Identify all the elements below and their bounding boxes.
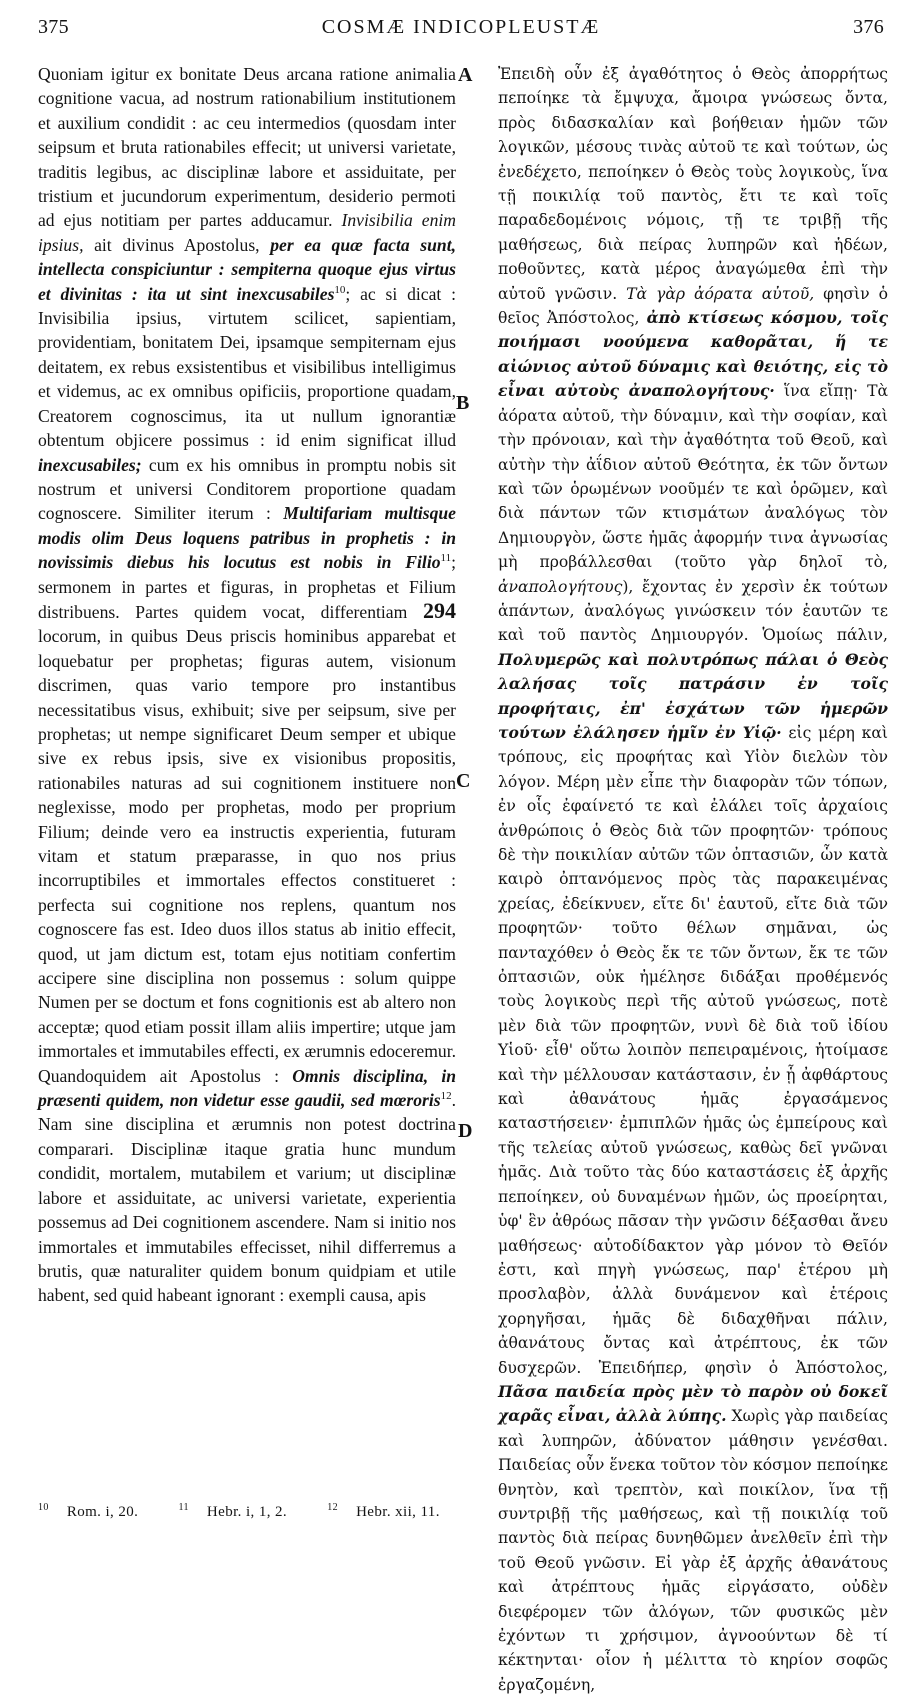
greek-text: ἵνα εἴπῃ· Τὰ ἀόρατα αὐτοῦ, τὴν δύναμιν, καὶ τὴν σοφίαν, καὶ τὴν πρόνοιαν, καὶ τὴν ἀγαθότητα τοῦ Θεοῦ, καὶ αὐτὴν τὴν ἀΐδιον αὐτοῦ Θεότητα, ἐκ τῶν ὄντων καὶ τῶν ὁρωμένων νοοῦμέν τε καὶ ὁρῶμεν, καὶ διὰ πάντων τῶν κτισμάτων ἀναλόγως τὸν Δημιουργὸν, ὥστε ἡμᾶς ἀφορμήν τινα ἀγνωσίας μὴ προβάλλεσθαι (τοῦτο γὰρ δηλοῖ τὸ, [498, 382, 888, 572]
page-number-left: 375 [38, 16, 69, 38]
greek-text: Χωρὶς γὰρ παιδείας καὶ λυπηρῶν, ἀδύνατον μάθησιν γενέσθαι. Παιδείας οὖν ἕνεκα τοῦτον τὸν κόσμον πεποίηκε θνητὸν, καὶ τρεπτὸν, καὶ ποικίλον, ἵνα τῇ συντριβῇ τῆς μαθήσεως, καὶ τῇ ποικιλίᾳ τοῦ παντὸς διὰ πείρας δυνηθῶμεν ἀνελθεῖν ἐπὶ τὴν τοῦ Θεοῦ γνῶσιν. Εἰ γὰρ ἐξ ἀρχῆς ἀθανάτους καὶ ἀτρέπτους ἡμᾶς εἰργάσατο, οὐδὲν διεφέρομεν τῶν ἀλόγων, τῶν φυσικῶς μὲν ἐχόντων τι χρήσιμον, ἀγνοούντων δὲ τί κέκτηνται· οἷον ἡ μέλιττα τὸ κηρίον σοφῶς ἐργαζομένη, [498, 1407, 889, 1694]
greek-text: φησὶν ὁ θεῖος Ἀπόστολος, [498, 284, 888, 328]
footnote [178, 1504, 305, 1520]
footnote-number: 11 [178, 1502, 189, 1513]
latin-column [38, 62, 456, 1462]
footnote-ref: 12 [440, 1090, 452, 1103]
footnote-number: 12 [327, 1502, 339, 1513]
latin-italic-quote: Omnis disciplina, in præsenti quidem, non videtur esse gaudii, sed mœroris [38, 1065, 456, 1111]
footnote [327, 1504, 458, 1520]
greek-column [498, 62, 889, 1694]
greek-italic-quote: ἀπὸ κτίσεως κόσμου, τοῖς ποιήμασι νοούμενα καθορᾶται, ἥ τε αἰώνιος αὐτοῦ δύναμις καὶ θειότης, εἰς τὸ εἶναι αὐτοὺς ἀναπολογήτους· [498, 308, 888, 401]
footnote [38, 1504, 156, 1520]
running-title: COSMÆ INDICOPLEUSTÆ [321, 16, 601, 38]
margin-letter-d: D [458, 1120, 473, 1142]
footnote-text: Hebr. i, 1, 2. [206, 1504, 288, 1520]
greek-italic-quote: Πᾶσα παιδεία πρὸς μὲν τὸ παρὸν οὐ δοκεῖ χαρᾶς εἶναι, ἀλλὰ λύπης. [498, 1381, 888, 1426]
margin-letter-b: B [456, 392, 470, 414]
latin-text: ait divinus Apostolus, [94, 234, 260, 255]
latin-italic-quote: Multifariam multisque modis olim Deus loquens patribus in prophetis : in novissimis diebus his locutus est nobis in Filio [38, 503, 456, 573]
latin-text: locorum, in quibus Deus priscis hominibus apparebat et loquebatur per prophetas; figuras autem, visionum discrimen, quas vario tempore pro instantibus necessitatibus visus, exhibuit; sive per seipsum, sive per prophetas; ut nempe significaret Deum semper et ubique sive ex rebus ipsis, sive ex visionibus propositis, rationabiles naturas ad sui cognitionem instituere non neglexisse, modo per prophetas, modo per proprium Filium; deinde vero ea instructis experientia, futuram vitam et statum præparasse, in quo nos prius incorruptibiles et immortales effectos constitueret : perfecta sui cognitione nos replens, quantum nos cognoscere fas est. Ideo duos illos status ab initio effecit, quod, ut jam dictum est, totam ejus notitiam confertim accipere sine disciplina non possemus : solum quippe Numen per se doctum et fons cognitionis est ab altero non acceptæ; quod etiam possit illam aliis impertire; utque jam immortales et immutabiles effecti, ex ærumnis edoceremur. Quandoquidem ait Apostolus : [38, 626, 456, 1086]
footnote-number: 10 [38, 1502, 49, 1513]
greek-italic-quote: Πολυμερῶς καὶ πολυτρόπως πάλαι ὁ Θεὸς λαλήσας τοῖς πατράσιν ἐν τοῖς προφήταις, ἐπ' ἐσχάτων τῶν ἡμερῶν τούτων ἐλάλησεν ἡμῖν ἐν Υἱῷ· [498, 649, 888, 742]
page-header [38, 12, 884, 44]
footnotes [38, 1504, 884, 1521]
margin-letter-c: C [456, 770, 471, 792]
footnote-text: Rom. i, 20. [66, 1504, 139, 1520]
greek-italic-quote: ἀναπολογήτους [498, 577, 623, 596]
greek-text: Ἐπειδὴ οὖν ἐξ ἀγαθότητος ὁ Θεὸς ἀπορρήτως πεποίηκε τὰ ἔμψυχα, ἄμοιρα γνώσεως ὄντα, πρὸς διδασκαλίαν καὶ βοήθειαν ἡμῶν τῶν λογικῶν, μέσους τινὰς αὐτοῦ τε καὶ τούτων, ὡς ἐνεδέχετο, πεποίηκεν ὁ Θεὸς τοὺς λογικοὺς, ἵνα τῇ ποικιλίᾳ τοῦ παντὸς, ἔτι τε καὶ τοῖς παραδεδομένοις νόμοις, τῇ τε τριβῇ τῆς μαθήσεως, διὰ πείρας λυπηρῶν καὶ ἡδέων, ποθοῦντες, κατὰ μέρος ἀναγώμεθα ἐπὶ τὴν αὐτοῦ γνῶσιν. [498, 65, 888, 303]
column-number: 294 [423, 597, 456, 623]
latin-text: ; sermonem in partes et figuras, in prophetas et Filium distribuens. Partes quidem vocat, differentiam [38, 552, 456, 622]
greek-text: εἰς μέρη καὶ τρόπους, εἰς προφήτας καὶ Υἱὸν διελὼν τὸν λόγον. Μέρη μὲν εἶπε τὴν διαφορὰν τῶν τόπων, ἐν οἷς ἐφαίνετό τε καὶ ἐλάλει τοῖς ἀρχαίοις ἀνθρώποις ὁ Θεὸς διὰ τῶν προφητῶν· τρόπους δὲ τὴν ποικιλίαν αὐτῶν τῶν ὀπτασιῶν, ὧν κατὰ καιρὸ ὀπτανόμενος πρὸς τὰς παρακειμένας χρείας, ἐδείκνυεν, εἴτε δι' ἑαυτοῦ, εἴτε διὰ τῶν προφητῶν· τοῦτο θέλων σημᾶναι, ὡς πανταχόθεν ὁ Θεὸς ἔκ τε τῶν ὄντων, ἔκ τε τῶν ὀπτασιῶν, οὐκ ἠμέλησε διδάξαι προθέμενός τοὺς λογικοὺς περὶ τῆς αὐτοῦ γνώσεως, ποτὲ μὲν διὰ τῶν προφητῶν, νυνὶ δὲ διὰ τοῦ ἰδίου Υἱοῦ· εἶθ' οὕτω λοιπὸν πεπειραμένοις, ἡτοίμασε καὶ τὴν μέλλουσαν κατάστασιν, ἐν ᾗ ἀφθάρτους καὶ ἀθανάτους ἡμᾶς ἐργασάμενος καταστήσειεν· ἐμπιπλῶν ἡμᾶς ὡς ἐμπείρους καὶ τῆς τελείας αὐτοῦ γνώσεως, καθὼς δεῖ γνῶναι ἡμᾶς. Διὰ τοῦτο τὰς δύο καταστάσεις ἐξ ἀρχῆς πεποίηκεν, οὐ δυναμένων ἡμῶν, ὡς προείρηται, ὑφ' ἓν ἀθρόως πᾶσαν τὴν γνῶσιν δέξασθαι ἄνευ μαθήσεως· αὐτοδίδακτον γὰρ μόνον τὸ Θεῖόν ἐστι, καὶ πηγὴ γνώσεως, παρ' ἑτέρου μὴ προσλαβὸν, ἀλλὰ δυνάμενον καὶ ἑτέροις χορηγῆσαι, ἡμᾶς δὲ διδαχθῆναι πάλιν, ἀθανάτους ὄντας καὶ ἀτρέπτους, ἐκ τῶν δυσχερῶν. Ἐπειδήπερ, φησὶν ὁ Ἀπόστολος, [498, 723, 888, 1377]
greek-text: ), ἔχοντας ἐν χερσὶν ἐκ τούτων ἁπάντων, ἀναλόγως γινώσκειν τόν ἑαυτῶν τε καὶ τοῦ παντὸς Δημιουργόν. Ὁμοίως πάλιν, [498, 577, 888, 645]
page-number-right: 376 [853, 16, 884, 38]
footnote-ref: 10 [334, 283, 346, 296]
latin-paragraph [38, 62, 456, 1308]
margin-letter-a: A [458, 64, 473, 86]
greek-paragraph [498, 62, 888, 1697]
latin-italic-quote: inexcusabiles; [38, 454, 142, 475]
footnote-ref: 11 [440, 552, 452, 565]
latin-text: . Nam sine disciplina et ærumnis non potest doctrina comparari. Disciplinæ itaque gratia hunc mundum condidit, mortalem, mutabilem et varium; ut disciplinæ labore et assiduitate, ac universi varietate, experientia possemus ad Dei cognitionem ascendere. Nam si initio nos immortales et immutabiles effecisset, nihil differremus a brutis, quæ naturaliter quidem bonum quidpiam et utile habent, sed quid habeant ignorant : exempli causa, apis [38, 1090, 456, 1306]
greek-italic-quote: Τὰ γὰρ ἀόρατα αὐτοῦ, [626, 284, 815, 303]
latin-italic-quote: Invisibilia enim ipsius, [38, 210, 456, 255]
footnote-text: Hebr. xii, 11. [356, 1504, 440, 1520]
latin-italic-quote: per ea quæ facta sunt, intellecta conspiciuntur : sempiterna quoque ejus virtus et divinitas : ita ut sint inexcusabiles [38, 234, 456, 304]
latin-text: cum ex his omnibus in promptu nobis sit nostrum et universi Conditorem proportione quadam cognoscere. Similiter iterum : [38, 454, 456, 524]
latin-text: Quoniam igitur ex bonitate Deus arcana ratione animalia cognitione vacua, ad nostrum rationabilium institutionem et auxilium condidit : ac ceu intermedios (quosdam inter seipsum et bruta rationabiles effecit; ut universi varietate, traditis legibus, ac disciplinæ labore et assiduitate, per tristium et jucundorum experimentum, desiderio permoti ad ejus notitiam per partes adducamur. [38, 64, 456, 231]
latin-text: ; ac si dicat : Invisibilia ipsius, virtutem scilicet, sapientiam, providentiam, bonitatem Dei, ipsamque sempiternam ejus deitatem, ex rebus exsistentibus et visibilibus intelligimus et videmus, ac ex omnibus opificiis, proportione quadam, Creatorem cognoscimus, ita ut nullum ignorantiæ obtentum objicere possimus : id enim significat illud [38, 283, 456, 451]
